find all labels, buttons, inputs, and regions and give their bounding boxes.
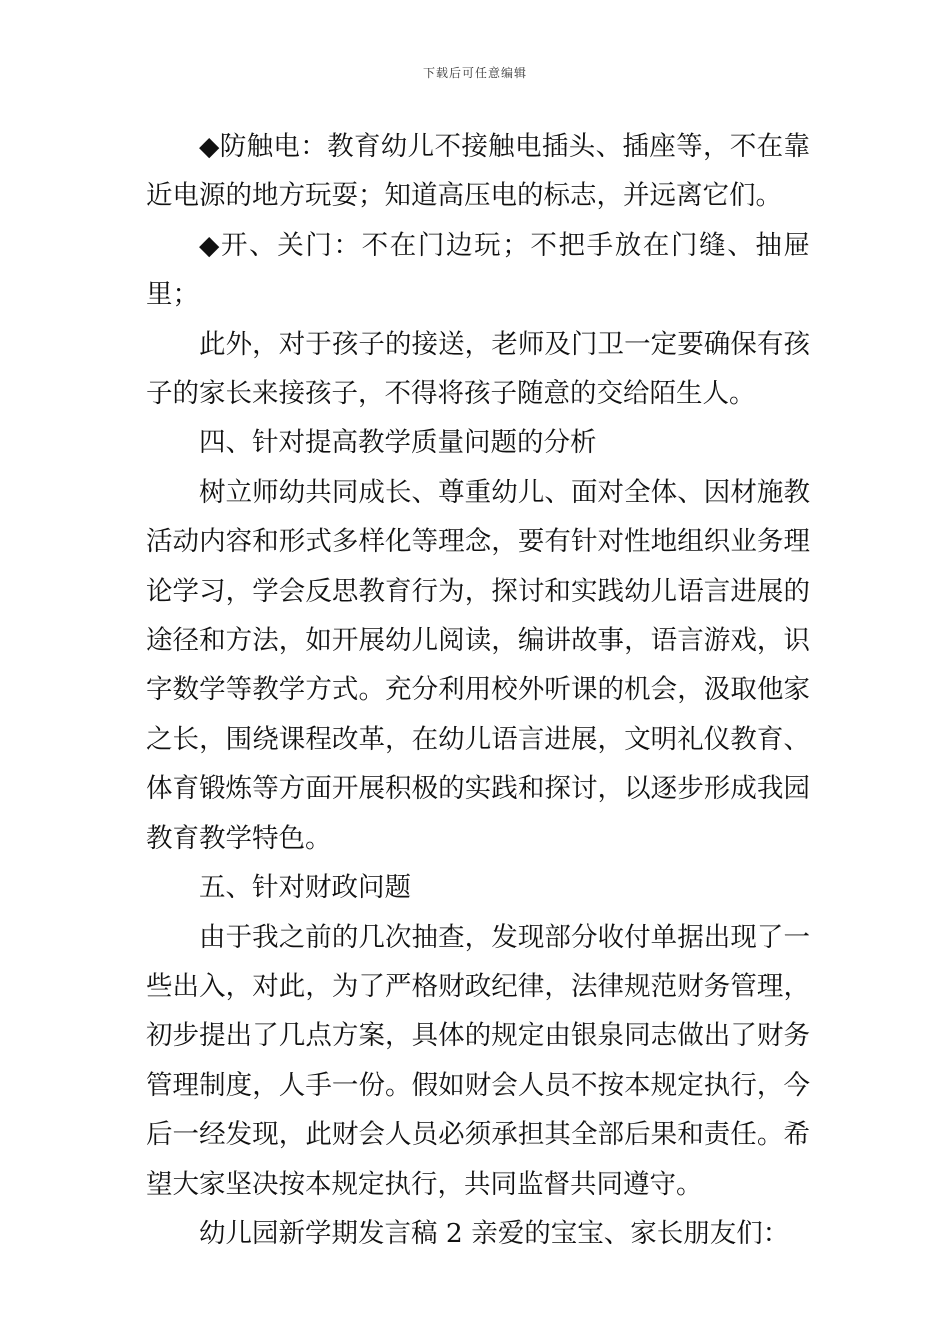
document-body [146, 122, 810, 1258]
paragraph-pickup: 此外，对于孩子的接送，老师及门卫一定要确保有孩子的家长来接孩子，不得将孩子随意的交给陌生人。 [146, 328, 810, 410]
paragraph-electric-safety: ◆防触电：教育幼儿不接触电插头、插座等，不在靠近电源的地方玩耍；知道高压电的标志，并远离它们。 [146, 131, 810, 212]
paragraph-speech-title: 幼儿园新学期发言稿 2 亲爱的宝宝、家长朋友们： [199, 1217, 790, 1249]
paragraph-finance: 由于我之前的几次抽查，发现部分收付单据出现了一些出入，对此，为了严格财政纪律，法律规范财务管理，初步提出了几点方案，具体的规定由银泉同志做出了财务管理制度，人手一份。假如财会人员不按本规定执行，今后一经发现，此财会人员必须承担其全部后果和责任。希望大家坚决按本规定执行，共同监督共同遵守。 [146, 921, 810, 1200]
section-heading-finance: 五、针对财政问题 [199, 872, 411, 904]
section-heading-teaching-quality: 四、针对提高教学质量问题的分析 [199, 427, 597, 459]
page-header: 下载后可任意编辑 [422, 66, 527, 80]
paragraph-door-safety: ◆开、关门：不在门边玩；不把手放在门缝、抽屉里； [146, 229, 810, 311]
paragraph-teaching-quality: 树立师幼共同成长、尊重幼儿、面对全体、因材施教活动内容和形式多样化等理念，要有针对性地组织业务理论学习，学会反思教育行为，探讨和实践幼儿语言进展的途径和方法，如开展幼儿阅读，编讲故事，语言游戏，识字数学等教学方式。充分利用校外听课的机会，汲取他家之长，围绕课程改革，在幼儿语言进展，文明礼仪教育、体育锻炼等方面开展积极的实践和探讨，以逐步形成我园教育教学特色。 [146, 476, 810, 854]
